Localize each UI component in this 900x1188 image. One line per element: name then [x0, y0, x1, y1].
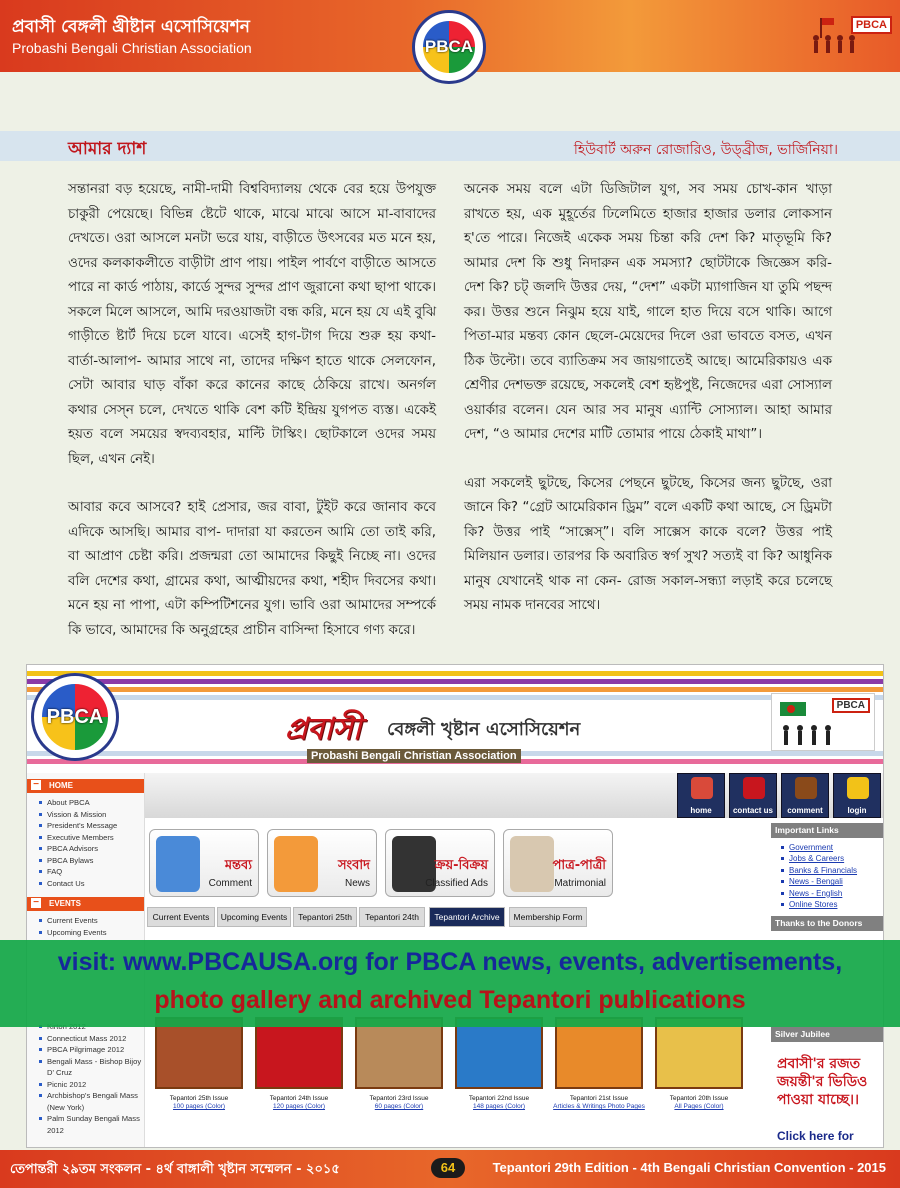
promo-url[interactable]: www.PBCAUSA.org: [123, 948, 359, 976]
sidebar-item[interactable]: Executive Members: [27, 832, 144, 844]
tab-tepantori-25th[interactable]: Tepantori 25th: [293, 907, 357, 927]
issue-cover[interactable]: [255, 1017, 343, 1089]
link-item[interactable]: News - English: [771, 888, 884, 899]
tile-label-bn: পাত্র-পাত্রী: [552, 858, 606, 873]
sidebar-item[interactable]: FAQ: [27, 866, 144, 878]
issue-caption: [449, 1095, 549, 1111]
sidebar-item[interactable]: Bengali Mass - Bishop Bijoy D' Cruz: [27, 1056, 145, 1079]
nav-login-label: login: [847, 806, 867, 815]
issue-title: Tepantori 24th Issue: [269, 1095, 329, 1102]
tile-news[interactable]: [267, 829, 377, 897]
jubilee-click-link[interactable]: Click here for: [777, 1129, 854, 1143]
issue-caption: [149, 1095, 249, 1111]
tile-comment[interactable]: [149, 829, 259, 897]
sidebar-item[interactable]: President's Message: [27, 820, 144, 832]
article-author: হিউবার্ট অরুন রোজারিও, উড্‌ব্রীজ, ভার্জিনিয়া।: [573, 142, 838, 158]
important-links-head: Important Links: [771, 823, 884, 838]
sidebar-item[interactable]: Vission & Mission: [27, 809, 144, 821]
website-title-rest: বেঙ্গলী খৃষ্টান এসোসিয়েশন: [387, 719, 581, 740]
issue-cover[interactable]: [455, 1017, 543, 1089]
tab-tepantori-archive[interactable]: Tepantori Archive: [429, 907, 505, 927]
sidebar-item[interactable]: Picnic 2012: [27, 1079, 145, 1091]
sidebar-item[interactable]: Archbishop's Bengali Mass (New York): [27, 1090, 145, 1113]
tile-label-en: News: [344, 878, 370, 889]
tile-label-en: Matrimonial: [554, 878, 606, 889]
flag-people-icon: [776, 700, 846, 750]
jubilee-head: Silver Jubilee: [771, 1027, 884, 1042]
article-paragraph: এরা সকলেই ছুটছে, কিসের পেছনে ছুটছে, কিসের জন্য ছুটছে, ওরা জানে কি? “গ্রেট আমেরিকান ড্রিম” বলে একটি কথা আছে, সে ড্রিমটা কি? উত্তর পাই “সাক্সেস্‌”। বলি সাক্সেস কাকে বলে? উত্তর পাই মিলিয়ান ডলার। তারপর কি অবারিত স্বর্গ সুখ? সত্যই বা কি? আধুনিক মানুষ যেখানেই থাক না কেন- রোজ সকাল-সন্ধ্যা লড়াই করে চলেছে সময় নামক দানবের সাথে।: [464, 475, 832, 613]
sidebar-events-head[interactable]: − EVENTS: [27, 897, 144, 911]
issue-title: Tepantori 23rd Issue: [369, 1095, 429, 1102]
tab-tepantori-24th[interactable]: Tepantori 24th: [359, 907, 425, 927]
header-corner-emblem: [808, 16, 892, 64]
key-icon: [847, 777, 869, 799]
tile-label-bn: ক্রয়-বিক্রয়: [434, 858, 488, 873]
issue-link[interactable]: 120 pages (Color): [272, 1103, 326, 1110]
notepad-icon: [156, 836, 200, 892]
issue-caption: [549, 1095, 649, 1111]
sidebar-item[interactable]: Upcoming Events: [27, 927, 144, 939]
sidebar-item[interactable]: PBCA Bylaws: [27, 855, 144, 867]
tab-current-events[interactable]: Current Events: [147, 907, 215, 927]
promo-suffix: for PBCA news, events, advertisements,: [358, 948, 843, 976]
link-item[interactable]: Jobs & Careers: [771, 853, 884, 864]
sidebar-item[interactable]: About PBCA: [27, 797, 144, 809]
promo-prefix: visit:: [57, 948, 124, 976]
article-paragraph: আবার কবে আসবে? হাই প্রেসার, জর বাবা, টুইট করে জানাব কবে এদিকে আসছি। আমার বাপ- দাদারা যা করতেন আমি তো তাই করি, বা আপ্রাণ চেষ্টা করি। প্রজন্মরা তো আমাদের কিছুই নিচ্ছে না। ওদের বলি দেশের কথা, গ্রামের কথা, আত্মীয়দের কথা, শহীদ দিবসের কথা। মনে হয় না পাপা, এটা কম্পিটিশনের যুগ। ভাবি ওরা আমাদের সম্পর্কে কি ভাবে, আমাদের কি অনুগ্রহের প্রাচীন বাসিন্দা হিসাবে গণ্য করে।: [68, 500, 436, 638]
issue-link[interactable]: All Pages (Color): [674, 1103, 724, 1110]
sidebar-home-head[interactable]: − HOME: [27, 779, 144, 793]
issue-link[interactable]: Articles & Writings Photo Pages: [553, 1103, 645, 1110]
article-column-left: [68, 178, 436, 667]
sidebar-item[interactable]: PBCA Advisors: [27, 843, 144, 855]
issue-caption: [649, 1095, 749, 1111]
jubilee-box[interactable]: [773, 1043, 881, 1147]
couple-icon: [510, 836, 554, 892]
website-corner-tag: PBCA: [832, 698, 870, 713]
footer-left-text: তেপান্তরী ২৯তম সংকলন - ৪র্থ বাঙ্গালী খৃষ্টান সম্মেলন - ২০১৫: [10, 1162, 340, 1177]
issue-cover[interactable]: [555, 1017, 643, 1089]
tile-classified[interactable]: [385, 829, 495, 897]
nav-comment-label: comment: [787, 806, 823, 815]
issue-cover[interactable]: [155, 1017, 243, 1089]
sidebar-item[interactable]: Connecticut Mass 2012: [27, 1033, 145, 1045]
header-title-bengali: প্রবাসী বেঙ্গলী খ্রীষ্টান এসোসিয়েশন: [12, 17, 250, 37]
article-title: আমার দ্যাশ: [68, 139, 147, 159]
issue-title: Tepantori 25th Issue: [169, 1095, 229, 1102]
link-item[interactable]: Online Stores: [771, 899, 884, 910]
nav-home-button[interactable]: [677, 773, 725, 818]
website-screenshot: [26, 664, 884, 1148]
sidebar-item[interactable]: Palm Sunday Bengali Mass 2012: [27, 1113, 145, 1136]
comment-icon: [795, 777, 817, 799]
issue-cover[interactable]: [655, 1017, 743, 1089]
issue-cover[interactable]: [355, 1017, 443, 1089]
pbca-logo-icon: [412, 10, 486, 84]
link-item[interactable]: Banks & Financials: [771, 865, 884, 876]
article-paragraph: অনেক সময় বলে এটা ডিজিটাল যুগ, সব সময় চোখ-কান খাড়া রাখতে হয়, এক মুহূর্তের ঢিলেমিতে হাজার হাজার ডলার লোকসান হ'তে পারে। নিজেই একেক সময় চিন্তা করি দেশ কি? মাতৃভূমি কি? আমার দেশ কি শুধু নিদারুন এক সমস্যা? ছোটটাকে জিজ্ঞেস করি- দেশ কি? চট্‌ জলদি উত্তর দেয়, “দেশ” একটা ম্যাগাজিন যা তুমি পছন্দ কর। উত্তর শুনে নিঝুম হয়ে যাই, গালে হাত দিয়ে বসে থাকি। আগে পিতা-মার মন্তব্য কোন ছেলে-মেয়েদের দিলে ওরা ভাবতে বসত, এখন ঠিক উল্টো। তবে ব্যাতিক্রম সব জায়গাতেই আছে। আমেরিকায়ও এক শ্রেণীর দেশভক্ত রয়েছে, সকলেই বেশ হৃষ্টপুষ্ট, নিজেদের এরা সোস্যাল ওয়ার্কার বলেন। যেন আর সব মানুষ এ্যান্টি সোস্যাল। আহা আমার দেশ, “ও আমার দেশের মাটি তোমার পায়ে ঠেকাই মাথা”।: [464, 182, 832, 442]
issue-caption: [349, 1095, 449, 1111]
nav-contact-button[interactable]: [729, 773, 777, 818]
mailbox-icon: [743, 777, 765, 799]
article-column-right: [464, 178, 832, 643]
website-corner-emblem: [771, 693, 875, 751]
sidebar-item[interactable]: Contact Us: [27, 878, 144, 890]
tab-membership-form[interactable]: Membership Form: [509, 907, 587, 927]
issue-link[interactable]: 100 pages (Color): [172, 1103, 226, 1110]
header-corner-tag: PBCA: [851, 16, 892, 34]
reader-icon: [274, 836, 318, 892]
website-logo-letters: PBCA: [46, 705, 104, 728]
jubilee-text: প্রবাসী'র রজত জয়ন্তী'র ভিডিও পাওয়া যাচ্ছে।।: [777, 1056, 868, 1108]
issue-title: Tepantori 22nd Issue: [468, 1095, 530, 1102]
promo-line-2: photo gallery and archived Tepantori publications: [154, 986, 746, 1014]
nav-contact-label: contact us: [732, 806, 773, 815]
issue-link[interactable]: 60 pages (Color): [374, 1103, 424, 1110]
logo-letters: PBCA: [424, 37, 474, 56]
website-subtitle: Probashi Bengali Christian Association: [307, 749, 521, 763]
nav-login-button[interactable]: [833, 773, 881, 818]
issue-title: Tepantori 20th Issue: [669, 1095, 729, 1102]
nav-comment-button[interactable]: [781, 773, 829, 818]
article-paragraph: সন্তানরা বড় হয়েছে, নামী-দামী বিশ্ববিদ্যালয় থেকে বের হয়ে উপযুক্ত চাকুরী পেয়েছে। বিভিন্ন ষ্টেটে থাকে, মাঝে মাঝে আসে মা-বাবাদের দেখতে। ওরা আসলে মনটা ভরে যায়, বাড়ীতে উৎসবের মত মনে হয়, ওদের কলকাকলীতে বাড়ীটা প্রাণ পায়। পাইল পার্বণে বাড়ীতে আসতে পারে না কার্ড পাঠায়, কার্ডে সুন্দর সুন্দর প্রাণ জুরানো কথা ছাপা থাকে। সকলে মিলে আসলে, আমি দরওয়াজটা বন্ধ করি, মনে হয় যে এই বুঝি গাড়ীতে ষ্টার্ট দিয়ে চলে যাবে। এসেই হাগ-টাগ দিয়ে শুরু হয় কথা-বার্তা-আলাপ- আমার সাথে না, তাদের দক্ষিণ হাতে থাকে সেলফোন, সেটা আবার ঘাড় বাঁকা করে কানের কাছে ঠেকিয়ে রাখে। অনর্গল কথার সেস্‌ন চলে, দেখতে থাকি বেশ কটি ইন্দ্রিয় যুগপত ব্যস্ত। একেই হয়ত বলে সময়ের স্বদব্যবহার, মাল্টি টাস্কিং। ছোটকালে ওদের সময় ছিল, এখন নেই।: [68, 182, 436, 467]
promo-line-1: [0, 948, 900, 977]
home-icon: [691, 777, 713, 799]
footer-right-text: Tepantori 29th Edition - 4th Bengali Christian Convention - 2015: [492, 1160, 886, 1175]
link-item[interactable]: Government: [771, 842, 884, 853]
website-logo-icon: [31, 673, 119, 761]
sidebar-item[interactable]: Current Events: [27, 915, 144, 927]
tile-matrimonial[interactable]: [503, 829, 613, 897]
tile-label-bn: মন্তব্য: [224, 858, 252, 873]
issue-caption: [249, 1095, 349, 1111]
page-number: 64: [431, 1158, 465, 1178]
issue-title: Tepantori 21st Issue: [569, 1095, 629, 1102]
header-title-english: Probashi Bengali Christian Association: [12, 40, 252, 56]
website-title-big: প্রবাসী: [285, 712, 362, 747]
issue-link[interactable]: 148 pages (Color): [472, 1103, 526, 1110]
tile-label-en: Classified Ads: [425, 878, 488, 889]
sidebar-item[interactable]: PBCA Pilgrimage 2012: [27, 1044, 145, 1056]
tile-label-bn: সংবাদ: [337, 858, 370, 873]
link-item[interactable]: News - Bengali: [771, 876, 884, 887]
donors-head: Thanks to the Donors: [771, 916, 884, 931]
tile-label-en: Comment: [208, 878, 252, 889]
tab-upcoming-events[interactable]: Upcoming Events: [217, 907, 291, 927]
nav-home-label: home: [690, 806, 712, 815]
